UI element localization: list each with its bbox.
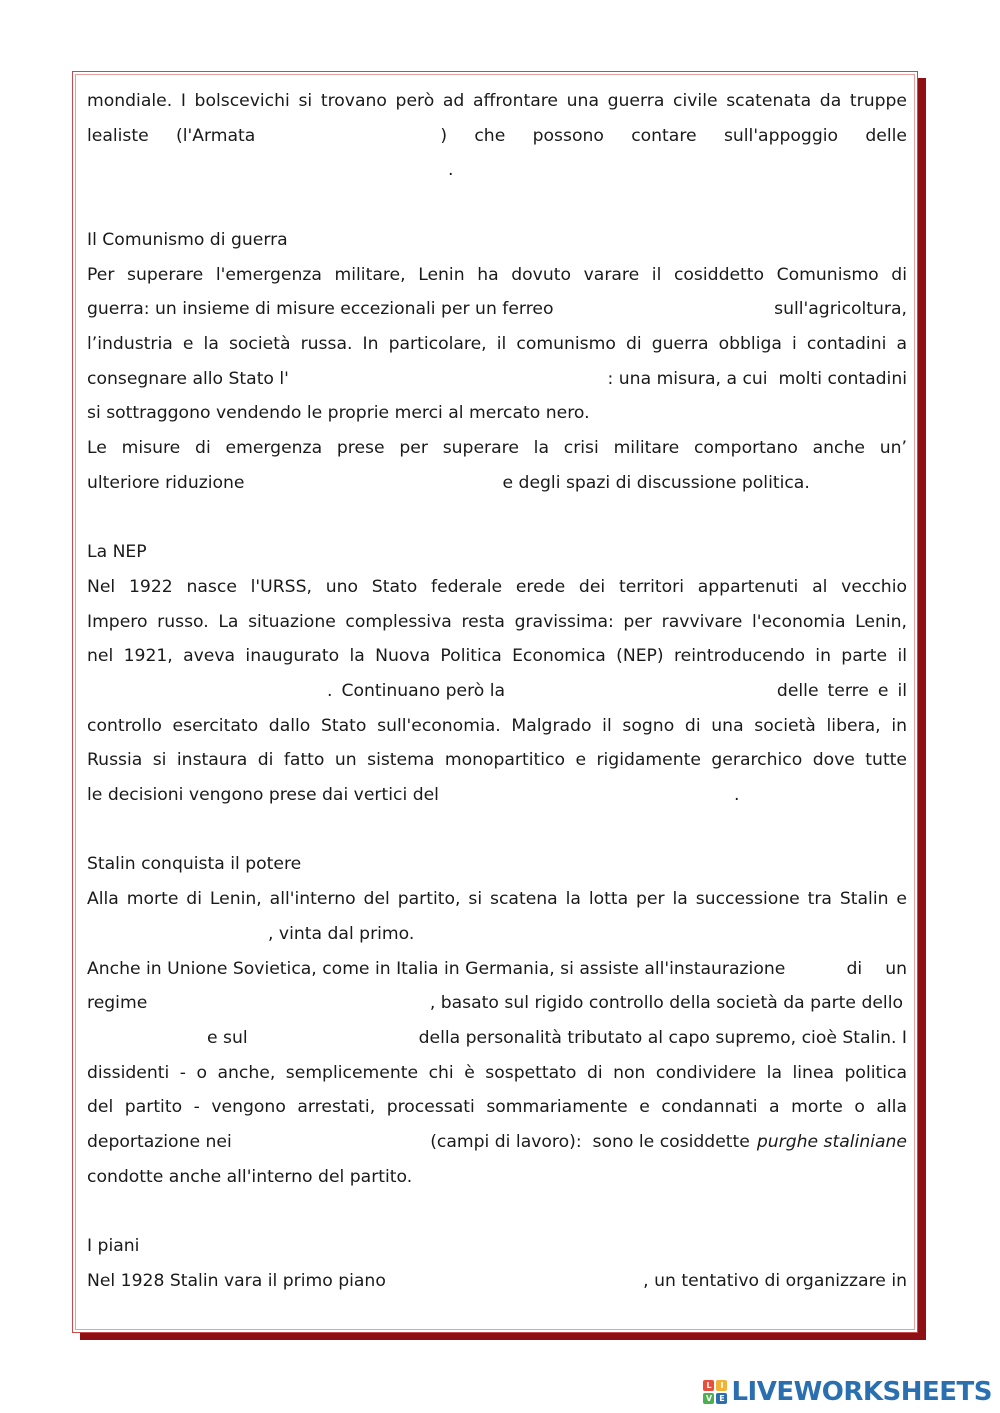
text-line: regime , basato sul rigido controllo della società da parte dello — [87, 986, 907, 1021]
blank-mercato[interactable] — [87, 674, 327, 709]
text-line: consegnare allo Stato l' : una misura, a cui molti contadini — [87, 362, 907, 397]
text-line: del partito - vengono arrestati, processati sommariamente e condannati a morte o alla — [87, 1097, 907, 1118]
text-line: Alla morte di Lenin, all'interno del partito, si scatena la lotta per la successione tra Stalin e — [87, 889, 907, 910]
text-line: Nel 1922 nasce l'URSS, uno Stato federale erede dei territori appartenuti al vecchio — [87, 576, 907, 597]
blank-quinquennale[interactable] — [386, 1264, 643, 1299]
blank-totalitario[interactable] — [147, 986, 430, 1021]
blank-collettivizzazione[interactable] — [505, 674, 777, 709]
section-heading: Il Comunismo di guerra — [87, 229, 288, 250]
worksheet-page — [72, 71, 918, 1333]
text-line: e sul della personalità tributato al capo supremo, cioè Stalin. I — [87, 1021, 907, 1056]
section-heading: La NEP — [87, 542, 147, 563]
text-line: . Continuano però la delle terre e il — [87, 674, 907, 709]
text-line: Russia si instaura di fatto un sistema monopartitico e rigidamente gerarchico dove tutte — [87, 750, 907, 771]
text-line: nel 1921, aveva inaugurato la Nuova Politica Economica (NEP) reintroducendo in parte il — [87, 646, 907, 667]
worksheet-text — [87, 84, 907, 1299]
logo-text: LIVEWORKSHEETS — [731, 1377, 992, 1407]
text-line: mondiale. I bolscevichi si trovano però ad affrontare una guerra civile scatenata da truppe — [87, 91, 907, 111]
text-line: le decisioni vengono prese dai vertici del . — [87, 785, 740, 806]
blank-stato[interactable] — [87, 1021, 207, 1056]
logo-grid-icon: L I V E — [703, 1380, 727, 1404]
text-line: Per superare l'emergenza militare, Lenin ha dovuto varare il cosiddetto Comunismo di — [87, 264, 907, 285]
text-line: Le misure di emergenza prese per superare la crisi militare comportano anche un’ — [87, 438, 907, 459]
liveworksheets-logo — [703, 1375, 992, 1409]
text-line: Impero russo. La situazione complessiva resta gravissima: per ravvivare l'economia Lenin, — [87, 611, 907, 632]
text-line: Anche in Unione Sovietica, come in Italia in Germania, si assiste all'instaurazione di un — [87, 958, 907, 979]
text-line: controllo esercitato dallo Stato sull'economia. Malgrado il sogno di una società libera, in — [87, 715, 907, 736]
text-line: lealiste (l'Armata ) che possono contare sull'appoggio delle — [87, 125, 907, 146]
text-line: dissidenti - o anche, semplicemente chi è sospettato di non condividere la linea politica — [87, 1062, 907, 1083]
text-line: deportazione nei (campi di lavoro): sono le cosiddette purghe staliniane — [87, 1125, 907, 1160]
text-line: ulteriore riduzione e degli spazi di discussione politica. — [87, 472, 810, 493]
text-line: , vinta dal primo. — [268, 923, 415, 944]
blank-gulag[interactable] — [232, 1125, 430, 1160]
text-line: condotte anche all'interno del partito. — [87, 1166, 413, 1187]
blank-eccedenza[interactable] — [289, 362, 608, 397]
blank-controllo[interactable] — [553, 292, 774, 327]
blank-culto[interactable] — [248, 1021, 419, 1056]
section-heading: Stalin conquista il potere — [87, 854, 302, 875]
text-line: Nel 1928 Stalin vara il primo piano , un tentativo di organizzare in — [87, 1264, 907, 1299]
text-line: guerra: un insieme di misure eccezionali per un ferreo sull'agricoltura, — [87, 292, 907, 327]
text-line: . — [448, 160, 454, 181]
text-line: l’industria e la società russa. In particolare, il comunismo di guerra obbliga i contadini a — [87, 333, 907, 354]
text-line: si sottraggono vendendo le proprie merci al mercato nero. — [87, 403, 590, 424]
section-heading: I piani — [87, 1236, 140, 1257]
